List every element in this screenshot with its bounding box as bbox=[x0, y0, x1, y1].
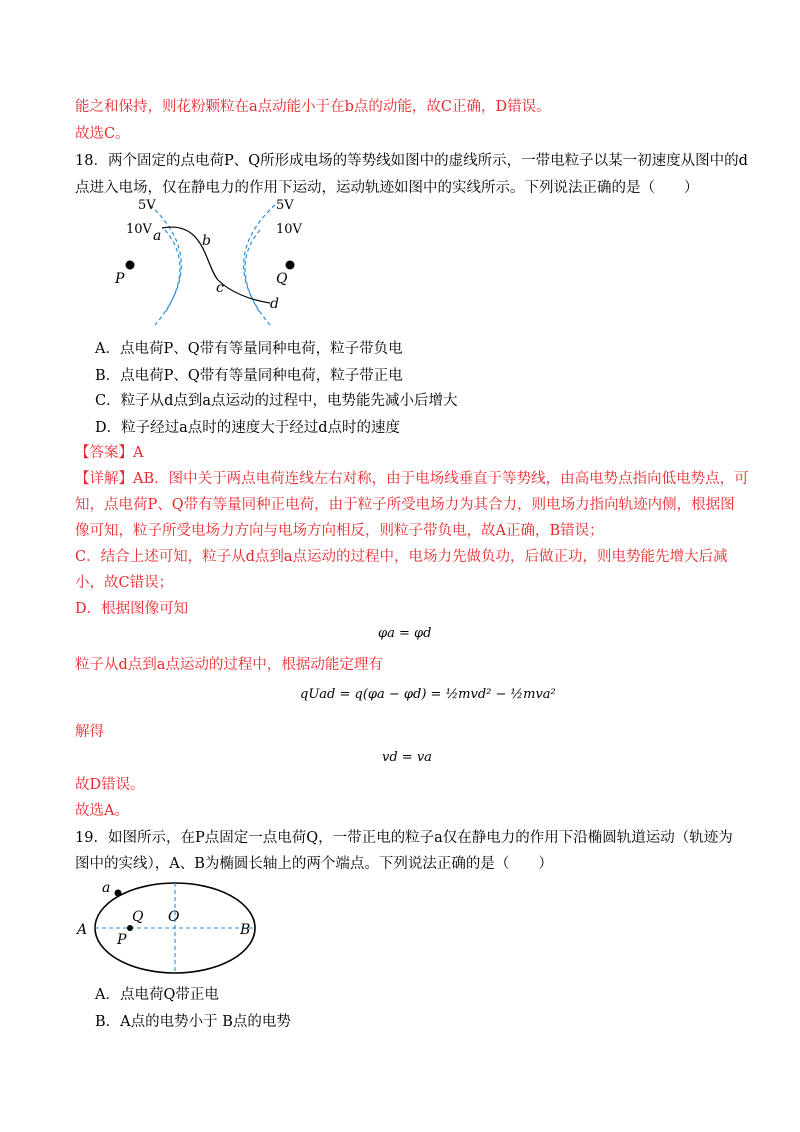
q19-stem-line-1: 19．如图所示，在P点固定一点电荷Q，一带正电的粒子a仅在静电力的作用下沿椭圆轨道运动（轨迹为 bbox=[75, 830, 733, 846]
q18-equation-velocity: vd = va bbox=[382, 750, 432, 765]
q17-explanation-line: 能之和保持，则花粉颗粒在a点动能小于在b点的动能，故C正确，D错误。 bbox=[75, 99, 551, 115]
q18-option-a: A．点电荷P、Q带有等量同种电荷，粒子带负电 bbox=[95, 341, 403, 357]
q18-detail-line-2: 知，点电荷P、Q带有等量同种正电荷，由于粒子所受电场力为其合力，则电场力指向轨迹内侧，根据图 bbox=[75, 497, 735, 513]
label-5v-left: 5V bbox=[138, 198, 156, 213]
label-point-p: P bbox=[117, 932, 127, 948]
label-charge-q: Q bbox=[276, 271, 288, 287]
label-10v-left: 10V bbox=[126, 222, 152, 237]
left-equipotential-10v bbox=[165, 230, 180, 313]
q18-stem-line-2: 点进入电场，仅在静电力的作用下运动，运动轨迹如图中的实线所示。下列说法正确的是（ ） bbox=[75, 180, 699, 196]
particle-a-dot bbox=[115, 890, 122, 897]
q18-detail-line-5: 小，故C错误； bbox=[75, 575, 174, 591]
label-point-b: b bbox=[202, 233, 211, 249]
q18-detail-line-4: C．结合上述可知，粒子从d点到a点运动的过程中，电场力先做负功，后做正功，则电势能先增大后减 bbox=[75, 549, 728, 565]
q18-answer: 【答案】A bbox=[75, 445, 144, 461]
label-endpoint-b: B bbox=[240, 922, 251, 938]
label-particle-a: a bbox=[102, 880, 111, 896]
q18-detail-line-3: 像可知，粒子所受电场力方向与电场方向相反，则粒子带负电，故A正确，B错误； bbox=[75, 523, 604, 539]
charge-q-dot bbox=[127, 925, 133, 931]
q19-option-a: A．点电荷Q带正电 bbox=[95, 987, 219, 1003]
label-charge-p: P bbox=[115, 271, 125, 287]
label-charge-q: Q bbox=[132, 909, 144, 925]
label-endpoint-a: A bbox=[77, 922, 88, 938]
q18-option-c: C．粒子从d点到a点运动的过程中，电势能先减小后增大 bbox=[95, 393, 458, 409]
charge-q-dot bbox=[286, 261, 295, 270]
q18-conclusion-line: 故D错误。 bbox=[75, 777, 145, 793]
q18-equation-work-energy: qUad = q(φa − φd) = ½mvd² − ½mva² bbox=[300, 687, 556, 702]
q18-solve-line: 解得 bbox=[75, 724, 104, 740]
q18-equipotential-figure bbox=[110, 195, 320, 330]
charge-p-dot bbox=[126, 261, 135, 270]
q18-stem-line-1: 18．两个固定的点电荷P、Q所形成电场的等势线如图中的虚线所示，一带电粒子以某一初速度从图中的d bbox=[75, 153, 748, 169]
label-10v-right: 10V bbox=[276, 222, 302, 237]
q18-detail-line-6: D．根据图像可知 bbox=[75, 601, 189, 617]
label-point-d: d bbox=[270, 296, 279, 312]
q18-option-d: D．粒子经过a点时的速度大于经过d点时的速度 bbox=[95, 420, 401, 436]
label-center-o: O bbox=[168, 909, 180, 925]
q18-detail-line-1: 【详解】AB．图中关于两点电荷连线左右对称，由于电场线垂直于等势线，由高电势点指向低电势点，可 bbox=[75, 471, 749, 487]
q17-choice-line: 故选C。 bbox=[75, 126, 130, 142]
label-5v-right: 5V bbox=[276, 198, 294, 213]
q19-option-b: B．A点的电势小于 B点的电势 bbox=[95, 1014, 291, 1030]
q19-stem-line-2: 图中的实线），A、B为椭圆长轴上的两个端点。下列说法正确的是（ ） bbox=[75, 856, 553, 872]
q19-ellipse-orbit-figure bbox=[72, 878, 272, 978]
q18-option-b: B．点电荷P、Q带有等量同种电荷，粒子带正电 bbox=[95, 368, 403, 384]
q18-choice-line: 故选A。 bbox=[75, 803, 129, 819]
q18-kinetic-theorem-line: 粒子从d点到a点运动的过程中，根据动能定理有 bbox=[75, 657, 383, 673]
label-point-a: a bbox=[153, 228, 162, 244]
q18-equation-phi: φa = φd bbox=[378, 626, 432, 641]
label-point-c: c bbox=[216, 280, 224, 296]
left-equipotential-5v bbox=[150, 205, 181, 325]
